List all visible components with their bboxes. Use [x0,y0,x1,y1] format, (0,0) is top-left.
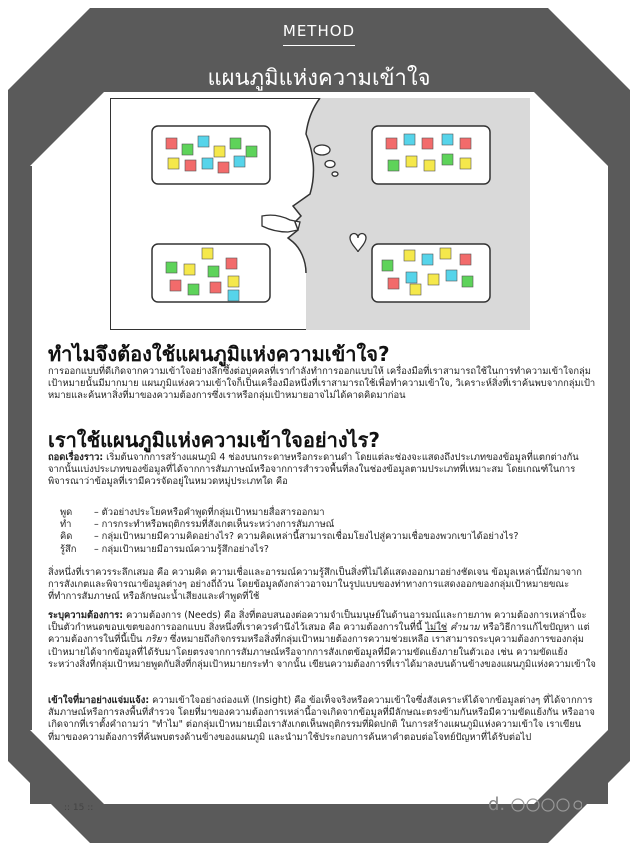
category-term: คิด [60,531,73,543]
heading-how: เราใช้แผนภูมิแห่งความเข้าใจอย่างไร? [48,428,381,452]
category-item [60,531,600,543]
needs-noun-emphasis: คำนาม [450,622,480,634]
page-title: แผนภูมิแห่งความเข้าใจ [207,66,431,91]
category-desc: – การกระทำหรือพฤติกรรมที่สังเกตเห็นระหว่างการสัมภาษณ์ [94,519,335,531]
category-term: พูด [60,507,73,518]
paragraph-emotion: สิ่งหนึ่งที่เราควรระลึกเสมอ คือ ความคิด ความเชื่อและอารมณ์ความรู้สึกเป็นสิ่งที่ไม่ได้แสดงออกมาอย่างชัดเจน ข้อมูลเหล่านี้มักมาจากการสังเกตและพิจารณาข้อมูลต่างๆ อย่างถี่ถ้วน โดยข้อมูลดังกล่าวอาจมาในรูปแบบของท่าทางการแสดงออกของกลุ่มเป้าหมายขณะที่ทำการสัมภาษณ์ หรือลักษณะน้ำเสียงและคำพูดที่ใช้ [48,567,582,603]
page-number: :: 15 :: [64,803,94,813]
needs-not-emphasis: ไม่ใช่ [425,622,448,634]
paragraph-insight [48,695,596,744]
brand-icons [510,797,582,813]
category-desc: – กลุ่มเป้าหมายมีความคิดอย่างไร? ความคิดเหล่านี้สามารถเชื่อมโยงไปสู่ความเชื่อของพวกเขาได้อย่างไร? [94,531,519,543]
category-term: ทำ [60,519,72,531]
needs-verb-emphasis: กริยา [145,634,167,646]
intro-label: ถอดเรื่องราว: [48,452,104,463]
heading-why: ทำไมจึงต้องใช้แผนภูมิแห่งความเข้าใจ? [48,342,390,366]
brand-icon [512,799,524,811]
intro-text: เริ่มต้นจากการสร้างแผนภูมิ 4 ช่องบนกระดาษหรือกระดานดำ โดยแต่ละช่องจะแสดงถึงประเภทของข้อมูลที่แตกต่างกัน จากนั้นแบ่งประเภทของข้อมูลที่ได้จากการสัมภาษณ์หรือจากการสำรวจพื้นที่ลงในช่องข้อมูลตามประเภทที่เหมาะสม โดยเกณฑ์ในการพิจารณาว่าข้อมูลที่เรามีควรจัดอยู่ในหมวดหมู่ประเภทใด คือ [48,452,579,488]
board-think [372,126,490,184]
needs-text: ความต้องการ (Needs) คือ สิ่งที่ตอบสนองต่อความจำเป็นมนุษย์ในด้านอารมณ์และกายภาพ ความต้องการเหล่านี้จะเป็นตัวกำหนดขอบเขตของการออกแบบ สิ่งหนึ่งที่เราควรคำนึงไว้เสมอ คือ ความต้องการในที่นี้ [48,610,587,634]
brand-icon [542,799,554,811]
needs-text: หรือวิธีการแก้ไขปัญหา แต่ความต้องการในที่นี้เป็น [48,622,590,646]
brand-icon [574,801,582,809]
category-item [60,544,600,556]
needs-label: ระบุความต้องการ: [48,610,124,621]
section-label: METHOD [282,22,356,40]
insight-label: เข้าใจที่มาอย่างแจ่มแจ้ง: [48,695,150,706]
category-item [60,519,600,531]
section-underline [283,45,355,46]
category-desc: – ตัวอย่างประโยคหรือคำพูดที่กลุ่มเป้าหมายสื่อสารออกมา [94,507,325,518]
brand-icon [557,799,569,811]
category-term: รู้สึก [60,543,77,555]
paragraph-needs [48,610,596,671]
brand-icon [527,799,539,811]
paragraph-intro [48,452,596,489]
paragraph-why: การออกแบบที่ดีเกิดจากความเข้าใจอย่างลึกซึ้งต่อบุคคลที่เรากำลังทำการออกแบบให้ เครื่องมือที่เราสามารถใช้ในการทำความเข้าใจกลุ่มเป้าหมายนั้นมีมากมาย แผนภูมิแห่งความเข้าใจก็เป็นเครื่องมือหนึ่งที่เราสามารถใช้เพื่อทำความเข้าใจ, วิเคราะห์สิ่งที่เราค้นพบจากกลุ่มเป้าหมายและค้นหาสิ่งที่มาของความต้องการซึ่งเราหรือกลุ่มเป้าหมายอาจไม่ได้คาดคิดมาก่อน [48,366,596,402]
brand-letter: d. [488,794,506,815]
board-feel [372,244,490,302]
brand-logo [488,794,505,815]
empathy-map-illustration [110,98,530,330]
category-item [60,507,600,519]
insight-text: ความเข้าใจอย่างถ่องแท้ (Insight) คือ ข้อเท็จจริงหรือความเข้าใจซึ่งสังเคราะห์ได้จากข้อมูลต่างๆ ที่ได้จากการสัมภาษณ์หรือการลงพื้นที่สำรวจ โดยที่มาของความต้องการเหล่านี้อาจเกิดจากข้อมูลที่มีลักษณะตรงข้ามกันหรือมีความขัดแย้งกัน หรืออาจเกิดจากที่เราตั้งคำถามว่า "ทำไม" ต่อกลุ่มเป้าหมายเมื่อเราสังเกตเห็นพฤติกรรมที่ผิดปกติ ในการสร้างแผนภูมิแห่งความเข้าใจ เราเขียนที่มาของความต้องการที่ค้นพบตรงด้านข้างของแผนภูมิ และนำมาใช้ประกอบการค้นหาคำตอบต่อโจทย์ปัญหาที่ได้รับต่อไป [48,695,595,743]
category-list [60,507,600,556]
category-desc: – กลุ่มเป้าหมายมีอารมณ์ความรู้สึกอย่างไร? [94,543,269,555]
needs-text: ซึ่งหมายถึงกิจกรรมหรือสิ่งที่กลุ่มเป้าหมายต้องการความช่วยเหลือ เราสามารถระบุความต้องการของกลุ่มเป้าหมายได้จากข้อมูลที่ได้รับมาโดยตรงจากการสัมภาษณ์หรือจากการสังเกตข้อมูลที่มีความขัดแย้งภายในตัวเอง เช่น ความขัดแย้งระหว่างสิ่งที่กลุ่มเป้าหมายพูดกับสิ่งที่กลุ่มเป้าหมายกระทำ จากนั้น เขียนความต้องการที่เราได้มาลงบนด้านข้างของแผนภูมิแห่งความเข้าใจ [48,634,596,670]
